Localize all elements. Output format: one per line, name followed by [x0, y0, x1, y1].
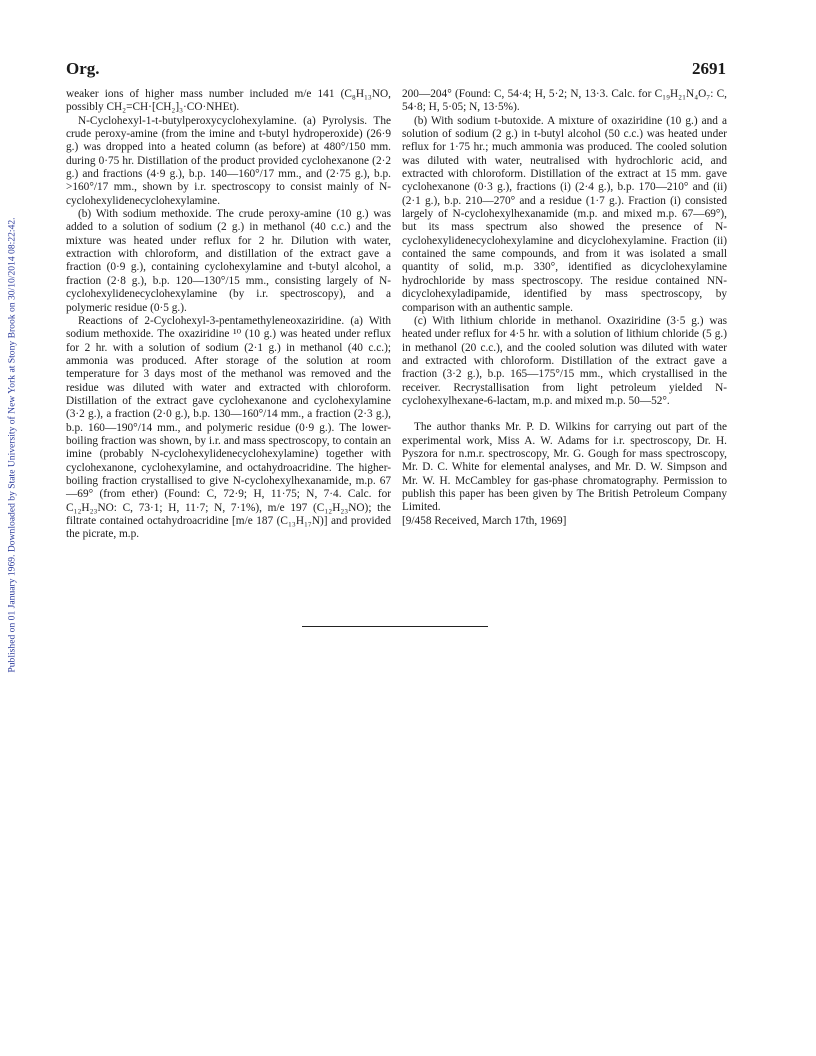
download-notice: Published on 01 January 1969. Downloaded by State University of New York at Stony Brook on 30/10/2014 08:22:42. — [6, 217, 18, 673]
paragraph: (b) With sodium methoxide. The crude peroxy-amine (10 g.) was added to a solution of sodium (2 g.) in methanol (40 c.c.) and the mixture was heated under reflux for 2 hr. Dilution with water, extraction with chloroform, and distillation of the extract gave a fraction (0·9 g.), containing cyclohexylamine and t-butyl alcohol, a fraction (2·8 g.), b.p. 120—130°/15 mm., consisting largely of N-cyclohexylidenecyclohexylamine (by i.r. spectroscopy), and a polymeric residue (0·5 g.). — [66, 208, 391, 314]
page-number: 2691 — [692, 59, 726, 78]
received-line: [9/458 Received, March 17th, 1969] — [402, 514, 567, 527]
paragraph: weaker ions of higher mass number included m/e 141 (C₈H₁₃NO, possibly CH₂=CH·[CH₂]₃·CO·NHEt). — [66, 88, 391, 114]
end-rule — [302, 626, 488, 627]
page-header — [66, 59, 726, 83]
journal-name: Org. — [66, 59, 100, 78]
download-watermark — [5, 140, 19, 750]
left-column — [66, 88, 391, 542]
paragraph: 200—204° (Found: C, 54·4; H, 5·2; N, 13·3. Calc. for C₁₉H₂₁N₄O₇: C, 54·8; H, 5·05; N, 13·5%). — [402, 88, 727, 114]
paragraph: (c) With lithium chloride in methanol. Oxaziridine (3·5 g.) was heated under reflux for 4·5 hr. with a solution of lithium chloride (5 g.) in methanol (20 c.c.), and the cooled solution was diluted with water and extracted with chloroform. Distillation of the extract gave a fraction (3·2 g.), b.p. 165—175°/15 mm., which crystallised in the receiver. Recrystallisation from light petroleum yielded N-cyclohexylhexane-6-lactam, m.p. and mixed m.p. 50—52°. — [402, 314, 727, 407]
paragraph: The author thanks Mr. P. D. Wilkins for carrying out part of the experimental work, Miss A. W. Adams for i.r. spectroscopy, Dr. H. Pyszora for n.m.r. spectroscopy, Mr. G. Gough for mass spectroscopy, Mr. D. C. White for elemental analyses, and Mr. D. W. Simpson and Mr. W. H. McCambley for gas-phase chromatography. Permission to publish this paper has been given by The British Petroleum Company Limited. — [402, 421, 727, 514]
right-column — [402, 88, 727, 528]
paragraph-gap — [402, 408, 727, 421]
paragraph: Reactions of 2-Cyclohexyl-3-pentamethyleneoxaziridine. (a) With sodium methoxide. The oxaziridine ¹⁰ (10 g.) was heated under reflux for 2 hr. with a solution of sodium (2·1 g.) in methanol (40 c.c.); ammonia was produced. After storage of the solution at room temperature for 3 days most of the methanol was removed and the residue was diluted with water and extracted with chloroform. Distillation of the extract gave cyclohexanone and cyclohexylamine (3·2 g.), a fraction (2·0 g.), b.p. 130—160°/14 mm., a fraction (2·3 g.), b.p. 160—190°/14 mm., and polymeric residue (0·9 g.). The lower-boiling fraction was shown, by i.r. and mass spectroscopy, to contain an imine (probably N-cyclohexylidenecyclohexylamine) together with cyclohexanone, cyclohexylamine, and octahydroacridine. The higher-boiling fraction crystallised to give N-cyclohexylhexanamide, m.p. 67—69° (from ether) (Found: C, 72·9; H, 11·75; N, 7·4. Calc. for C₁₂H₂₃NO: C, 73·1; H, 11·7; N, 7·1%), m/e 197 (C₁₂H₂₃NO); the filtrate contained octahydroacridine [m/e 187 (C₁₃H₁₇N)] and provided the picrate, m.p. — [66, 314, 391, 541]
paragraph: (b) With sodium t-butoxide. A mixture of oxaziridine (10 g.) and a solution of sodium (2 g.) in t-butyl alcohol (50 c.c.) was heated under reflux for 1·75 hr.; much ammonia was produced. The cooled solution was diluted with water, neutralised with hydrochloric acid, and extracted with chloroform. Distillation of the extract at 15 mm. gave cyclohexanone (0·3 g.), fractions (i) (2·4 g.), b.p. 170—210° and (ii) (2·1 g.), b.p. 210—270° and a residue (1·7 g.). Fraction (i) consisted largely of N-cyclohexylhexanamide (m.p. and mixed m.p. 67—69°), but its mass spectrum also showed the presence of N-cyclohexylidenecyclohexylamine and dicyclohexylamine. Fraction (ii) contained the same compounds, and from it was isolated a small quantity of solid, m.p. 330°, identified as dicyclohexylamine hydrochloride by mass spectroscopy. The residue contained NN-dicyclohexyladipamide, identified by mass spectroscopy, by comparison with an authentic sample. — [402, 114, 727, 314]
paragraph: N-Cyclohexyl-1-t-butylperoxycyclohexylamine. (a) Pyrolysis. The crude peroxy-amine (from the imine and t-butyl hydroperoxide) (26·9 g.) was dropped into a heated column (as before) at 480°/150 mm. during 0·75 hr. Distillation of the product provided cyclohexanone (2·2 g.) and fractions (4·9 g.), b.p. 140—160°/17 mm., and (2·75 g.), b.p. >160°/17 mm., shown by i.r. spectroscopy to consist mainly of N-cyclohexylidenecyclohexylamine. — [66, 114, 391, 207]
